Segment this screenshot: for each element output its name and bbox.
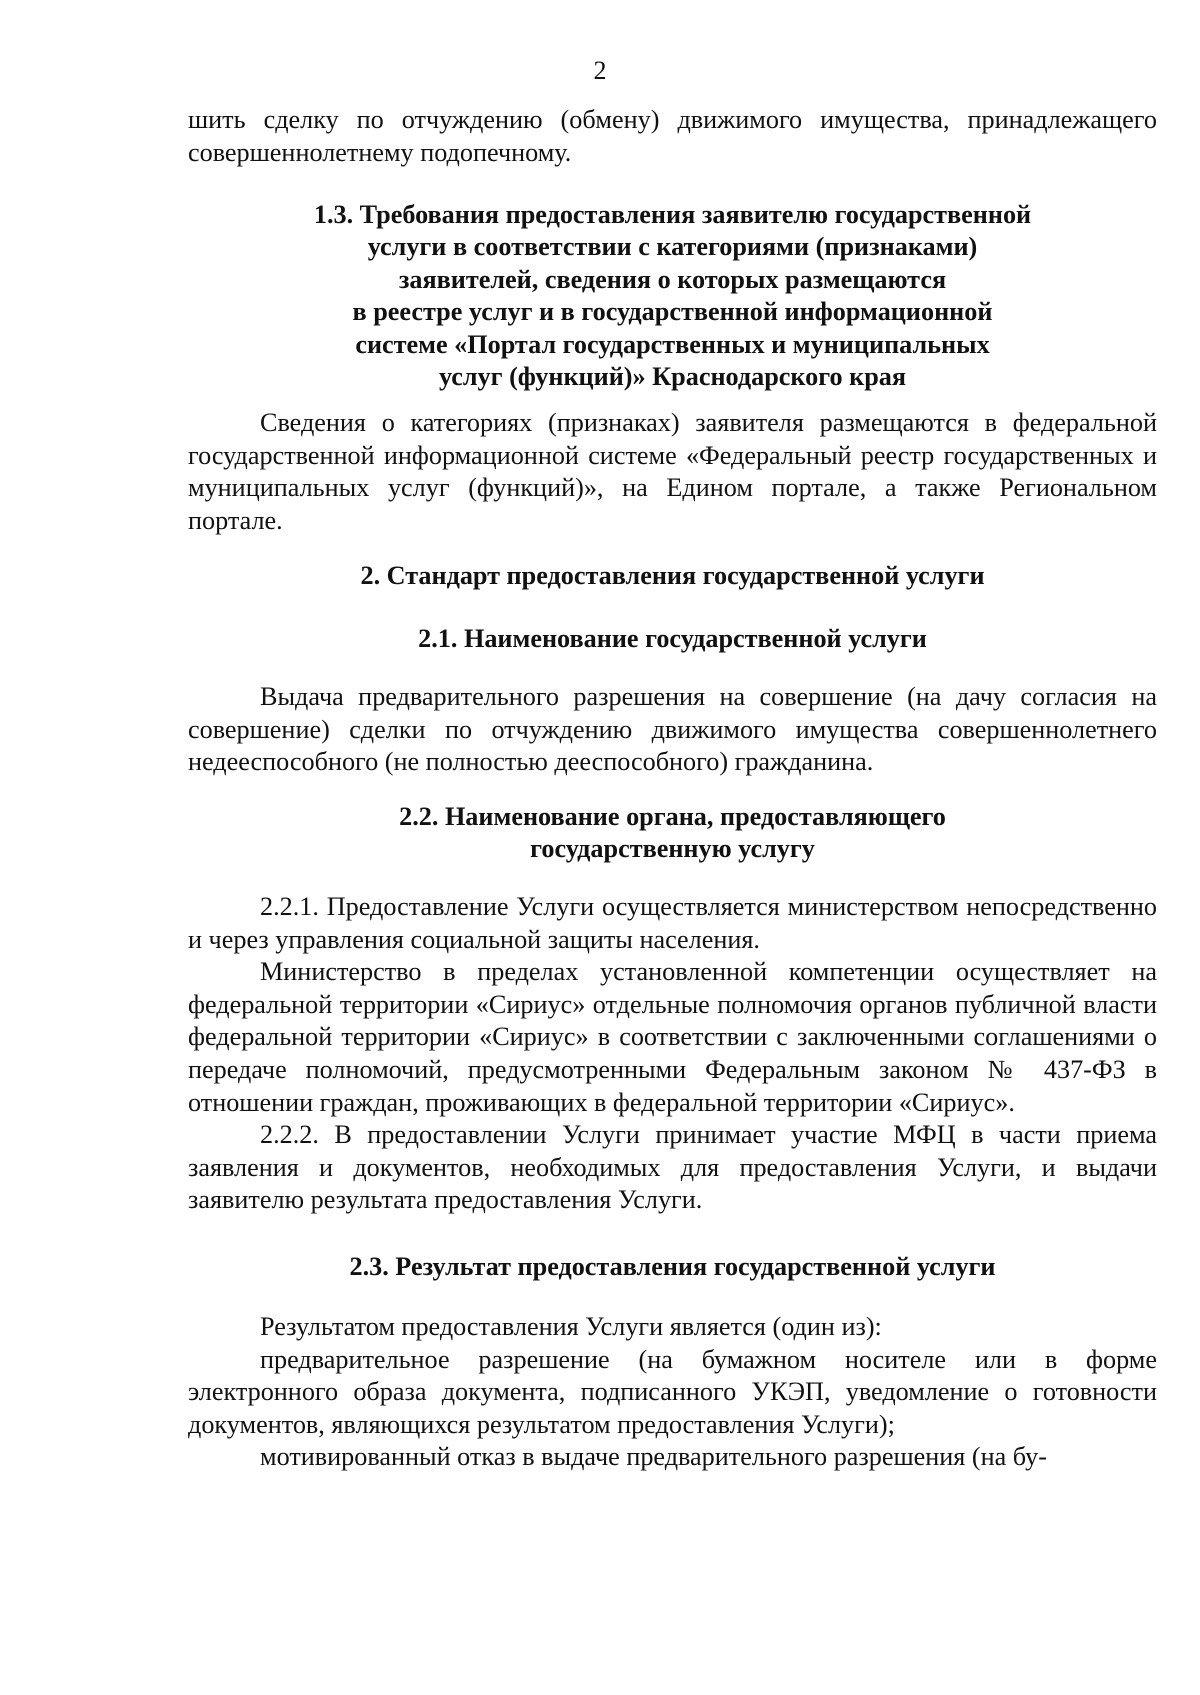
page-number: 2: [593, 56, 607, 85]
heading-line: 2. Стандарт предоставления государственной услуги: [360, 561, 985, 590]
paragraph-text: 2.2.2. В предоставлении Услуги принимает участие МФЦ в части приема заявления и документов, необходимых для предоставления Услуги, и выдачи заявителю результата предоставления Услуги.: [188, 1120, 1157, 1215]
paragraph-text: Результатом предоставления Услуги является (один из):: [260, 1312, 882, 1341]
paragraph-text: мотивированный отказ в выдаче предварительного разрешения (на бу-: [260, 1442, 1047, 1472]
paragraph-text: Министерство в пределах установленной компетенции осуществляет на федеральной территории «Сириус» отдельные полномочия органов публичной власти федеральной территории «Сириус» в соответствии с заключенными соглашениями о передаче полномочий, предусмотренными Федеральным законом № 437-ФЗ в отношении граждан, проживающих в федеральной территории «Сириус».: [188, 957, 1157, 1117]
paragraph-text: Сведения о категориях (признаках) заявителя размещаются в федеральной государственной информационной системе «Федеральный реестр государственных и муниципальных услуг (функций)», на Едином портале, а также Региональном портале.: [188, 408, 1157, 535]
paragraph-2-1: [188, 681, 1157, 779]
heading-line: 1.3. Требования предоставления заявителю государственной: [313, 200, 1032, 229]
paragraph-text: Выдача предварительного разрешения на совершение (на дачу согласия на совершение) сделки по отчуждению движимого имущества совершеннолетнего недееспособного (не полностью дееспособного) гражданина.: [188, 682, 1157, 777]
heading-2-2: [188, 801, 1157, 866]
heading-line: услуг (функций)» Краснодарского края: [438, 362, 907, 392]
heading-line: 2.2. Наименование органа, предоставляющего: [399, 802, 946, 831]
heading-line: услуги в соответствии с категориями (признаками): [367, 232, 978, 262]
paragraph-2-2: [188, 891, 1157, 1217]
paragraph-text: шить сделку по отчуждению (обмену) движимого имущества, принадлежащего совершеннолетнему подопечному.: [188, 105, 1157, 167]
paragraph-1-3: [188, 407, 1157, 537]
heading-2: [188, 560, 1157, 592]
heading-line: заявителей, сведения о которых размещаются: [398, 264, 947, 294]
paragraph-text: 2.2.1. Предоставление Услуги осуществляется министерством непосредственно и через управления социальной защиты населения.: [188, 892, 1157, 954]
paragraph-intro: [188, 104, 1157, 169]
paragraph-text: предварительное разрешение (на бумажном носителе или в форме электронного образа документа, подписанного УКЭП, уведомление о готовности документов, являющихся результатом предоставления Услуги);: [188, 1344, 1157, 1439]
heading-2-3: [188, 1251, 1157, 1283]
paragraph-2-3: [188, 1311, 1157, 1474]
heading-line: государственную услугу: [530, 834, 815, 864]
heading-2-1: [188, 623, 1157, 655]
heading-line: системе «Портал государственных и муниципальных: [355, 329, 990, 359]
heading-line: 2.3. Результат предоставления государственной услуги: [349, 1252, 996, 1281]
heading-line: в реестре услуг и в государственной информационной: [352, 297, 993, 327]
heading-line: 2.1. Наименование государственной услуги: [418, 624, 927, 653]
heading-1-3: [188, 199, 1157, 393]
